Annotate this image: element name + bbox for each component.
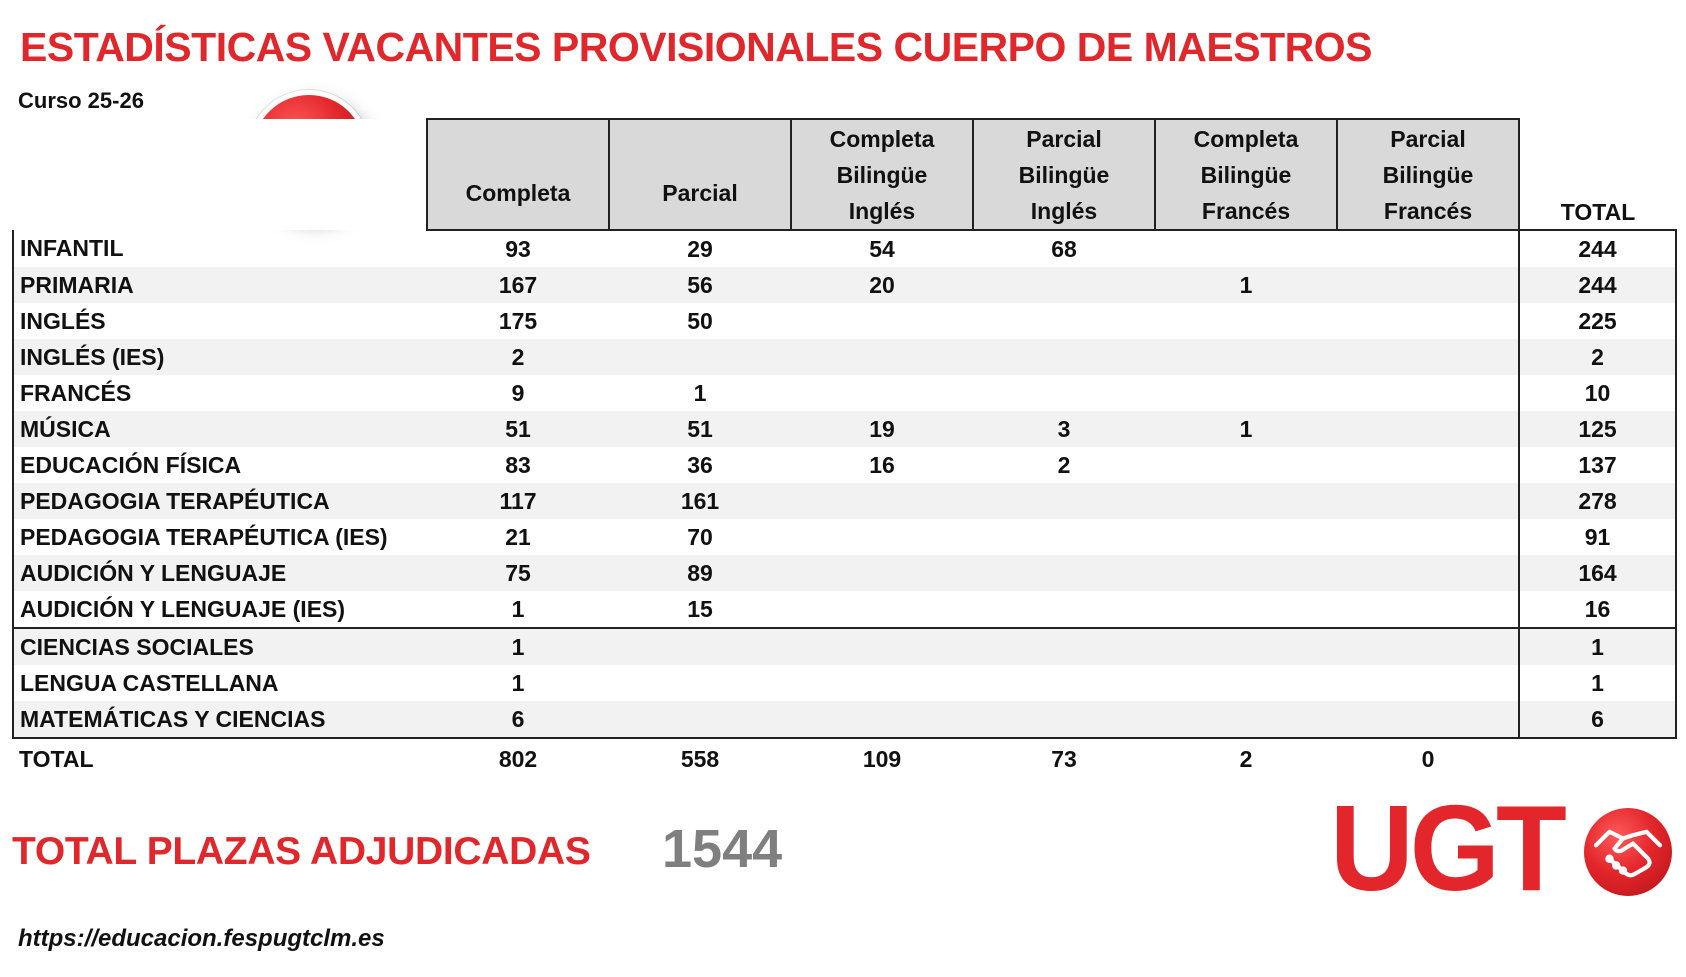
data-cell: 117 xyxy=(427,483,609,519)
ugt-logo-text: UGT xyxy=(1330,779,1563,917)
data-cell xyxy=(1337,701,1519,738)
page-title: ESTADÍSTICAS VACANTES PROVISIONALES CUERPO DE MAESTROS xyxy=(20,24,1372,70)
course-label: Curso 25-26 xyxy=(18,88,144,113)
data-cell: 56 xyxy=(609,267,791,303)
row-label: LENGUA CASTELLANA xyxy=(13,665,427,701)
data-cell xyxy=(609,339,791,375)
row-total-cell: 91 xyxy=(1519,519,1676,555)
data-cell xyxy=(1337,447,1519,483)
data-cell xyxy=(973,339,1155,375)
data-cell xyxy=(609,665,791,701)
data-cell: 2 xyxy=(427,339,609,375)
data-cell xyxy=(1155,230,1337,267)
column-header: Parcial Bilingüe Francés xyxy=(1337,119,1519,230)
data-cell xyxy=(1337,665,1519,701)
table-row xyxy=(13,555,1676,591)
data-cell: 75 xyxy=(427,555,609,591)
data-cell: 1 xyxy=(1155,267,1337,303)
table-row xyxy=(13,591,1676,628)
data-cell: 54 xyxy=(869,235,895,262)
column-header: Parcial Bilingüe Inglés xyxy=(973,119,1155,230)
data-cell xyxy=(1337,267,1519,303)
table-header-row xyxy=(13,119,1676,230)
data-cell xyxy=(609,701,791,738)
row-label: FRANCÉS xyxy=(13,375,427,411)
table-row xyxy=(13,447,1676,483)
data-cell: 6 xyxy=(427,701,609,738)
data-cell xyxy=(791,628,973,665)
summary-value: 1544 xyxy=(662,819,783,879)
data-cell xyxy=(973,483,1155,519)
data-cell xyxy=(791,375,973,411)
data-cell: 167 xyxy=(427,267,609,303)
data-cell xyxy=(1155,447,1337,483)
data-cell xyxy=(1337,591,1519,628)
data-cell xyxy=(1155,701,1337,738)
data-cell: 83 xyxy=(505,451,531,478)
data-cell xyxy=(1337,339,1519,375)
data-cell: 1 xyxy=(693,379,707,406)
data-cell xyxy=(1155,591,1337,628)
row-total-cell: 137 xyxy=(1519,447,1676,483)
data-cell xyxy=(973,555,1155,591)
data-cell: 93 xyxy=(505,235,531,262)
data-cell xyxy=(973,375,1155,411)
data-cell: 3 xyxy=(973,411,1155,447)
data-cell xyxy=(1155,339,1337,375)
table-row xyxy=(13,665,1676,701)
data-cell xyxy=(1337,303,1519,339)
row-label: PEDAGOGIA TERAPÉUTICA xyxy=(13,483,427,519)
data-cell: 36 xyxy=(687,451,713,478)
vacancies-table xyxy=(12,118,1677,779)
row-total-cell: 1 xyxy=(1519,628,1676,665)
table-row xyxy=(13,339,1676,375)
row-total-cell: 278 xyxy=(1519,483,1676,519)
data-cell xyxy=(1155,555,1337,591)
data-cell xyxy=(973,701,1155,738)
data-cell: 9 xyxy=(511,379,525,406)
data-cell xyxy=(791,701,973,738)
data-cell: 15 xyxy=(687,595,713,622)
row-label: INGLÉS xyxy=(13,303,427,339)
totals-blank-cell xyxy=(1519,738,1676,779)
table-row xyxy=(13,411,1676,447)
data-cell xyxy=(609,628,791,665)
data-cell: 21 xyxy=(505,523,531,550)
totals-label: TOTAL xyxy=(13,738,427,779)
row-label: INGLÉS (IES) xyxy=(13,339,427,375)
total-column-header: TOTAL xyxy=(1519,119,1676,230)
data-cell xyxy=(791,665,973,701)
row-total-cell: 125 xyxy=(1519,411,1676,447)
data-cell xyxy=(1337,555,1519,591)
data-cell: 1 xyxy=(1155,411,1337,447)
row-label: MATEMÁTICAS Y CIENCIAS xyxy=(13,701,427,738)
row-total-cell: 10 xyxy=(1519,375,1676,411)
table-row xyxy=(13,230,1676,267)
data-cell xyxy=(791,555,973,591)
row-total-cell: 244 xyxy=(1519,230,1676,267)
row-total-cell: 2 xyxy=(1519,339,1676,375)
table-body xyxy=(13,230,1676,779)
data-cell xyxy=(1155,665,1337,701)
row-label: INFANTIL xyxy=(13,230,427,267)
row-total-cell: 1 xyxy=(1519,665,1676,701)
handshake-icon xyxy=(1592,820,1664,884)
data-cell xyxy=(791,339,973,375)
data-cell: 1 xyxy=(511,669,525,696)
row-label: PRIMARIA xyxy=(13,267,427,303)
data-cell: 2 xyxy=(1057,451,1071,478)
column-total-cell: 2 xyxy=(1155,738,1337,779)
table-row xyxy=(13,375,1676,411)
table-row xyxy=(13,628,1676,665)
table-row xyxy=(13,303,1676,339)
data-cell xyxy=(973,303,1155,339)
row-label: MÚSICA xyxy=(13,411,427,447)
header-blank-cell xyxy=(13,119,427,230)
data-cell: 20 xyxy=(791,267,973,303)
data-cell xyxy=(1155,628,1337,665)
data-cell xyxy=(1337,628,1519,665)
column-header: Parcial xyxy=(609,119,791,230)
data-cell: 89 xyxy=(609,555,791,591)
data-cell xyxy=(1337,375,1519,411)
data-cell: 1 xyxy=(511,595,525,622)
data-cell: 51 xyxy=(427,411,609,447)
row-label: PEDAGOGIA TERAPÉUTICA (IES) xyxy=(13,519,427,555)
column-header: Completa xyxy=(427,119,609,230)
data-cell xyxy=(1337,483,1519,519)
table-row xyxy=(13,267,1676,303)
data-cell: 16 xyxy=(869,451,895,478)
ugt-logo-emblem xyxy=(1584,808,1672,896)
data-cell: 1 xyxy=(427,628,609,665)
data-cell xyxy=(973,665,1155,701)
column-header: Completa Bilingüe Inglés xyxy=(791,119,973,230)
data-cell xyxy=(1155,303,1337,339)
totals-row xyxy=(13,738,1676,779)
column-total-cell: 558 xyxy=(609,738,791,779)
data-cell xyxy=(791,519,973,555)
row-label: AUDICIÓN Y LENGUAJE (IES) xyxy=(13,591,427,628)
table-row xyxy=(13,483,1676,519)
table-row xyxy=(13,701,1676,738)
column-total-cell: 109 xyxy=(791,738,973,779)
row-total-cell: 225 xyxy=(1519,303,1676,339)
data-cell xyxy=(973,519,1155,555)
data-cell xyxy=(973,267,1155,303)
row-total-cell: 6 xyxy=(1519,701,1676,738)
data-cell: 19 xyxy=(791,411,973,447)
data-cell xyxy=(1337,230,1519,267)
data-cell xyxy=(973,591,1155,628)
data-cell xyxy=(1155,375,1337,411)
data-cell: 70 xyxy=(687,523,713,550)
summary-label: TOTAL PLAZAS ADJUDICADAS xyxy=(12,830,591,873)
column-header: Completa Bilingüe Francés xyxy=(1155,119,1337,230)
data-cell xyxy=(1155,483,1337,519)
column-total-cell: 73 xyxy=(973,738,1155,779)
column-total-cell: 0 xyxy=(1337,738,1519,779)
row-label: CIENCIAS SOCIALES xyxy=(13,628,427,665)
row-total-cell: 16 xyxy=(1519,591,1676,628)
data-cell: 51 xyxy=(609,411,791,447)
table-row xyxy=(13,519,1676,555)
data-cell: 50 xyxy=(687,307,713,334)
data-cell: 161 xyxy=(609,483,791,519)
data-cell xyxy=(973,628,1155,665)
data-cell: 29 xyxy=(687,235,713,262)
website-link[interactable]: https://educacion.fespugtclm.es xyxy=(18,925,385,952)
row-total-cell: 244 xyxy=(1519,267,1676,303)
row-label: AUDICIÓN Y LENGUAJE xyxy=(13,555,427,591)
data-cell xyxy=(791,303,973,339)
data-cell xyxy=(791,591,973,628)
data-cell xyxy=(1337,519,1519,555)
column-total-cell: 802 xyxy=(427,738,609,779)
data-cell xyxy=(1337,411,1519,447)
data-cell: 175 xyxy=(498,307,538,334)
data-cell: 68 xyxy=(1051,235,1077,262)
row-label: EDUCACIÓN FÍSICA xyxy=(13,447,427,483)
data-cell xyxy=(1155,519,1337,555)
data-cell xyxy=(791,483,973,519)
row-total-cell: 164 xyxy=(1519,555,1676,591)
